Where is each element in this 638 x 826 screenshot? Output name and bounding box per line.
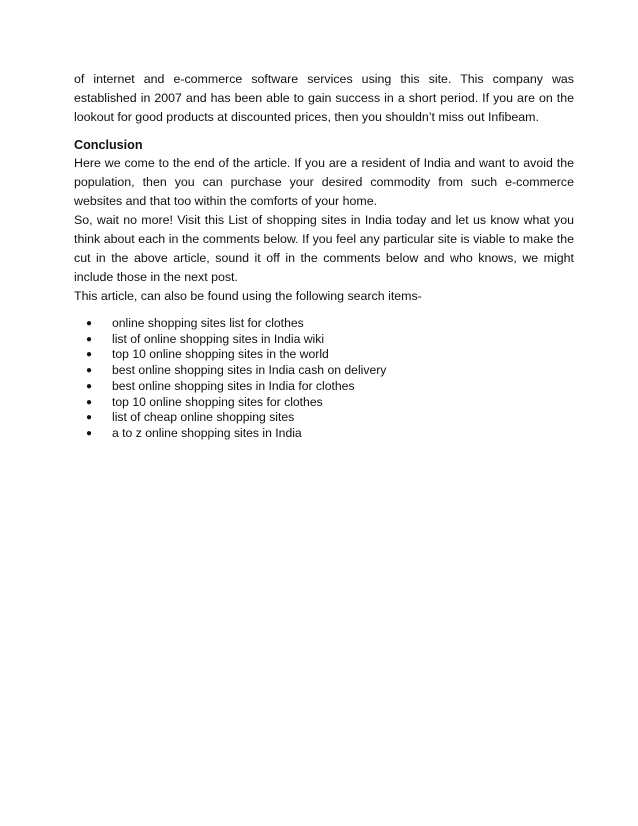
bullet-icon: ● [86,318,93,329]
list-item [74,316,574,332]
list-item [74,379,574,395]
list-item-text: best online shopping sites in India for clothes [112,378,355,393]
list-item [74,363,574,379]
list-item-text: list of cheap online shopping sites [112,410,295,425]
bullet-icon: ● [86,365,93,377]
list-item [74,347,574,363]
list-item-text: list of online shopping sites in India wiki [112,331,325,346]
bullet-icon: ● [86,427,93,439]
list-item [74,410,574,426]
conclusion-paragraph-1: Here we come to the end of the article. If you are a resident of India and want to avoid the population, then you can purchase your desired commodity from such e-commerce websites and that too within the comforts of your home. [74,156,574,208]
bullet-icon: ● [86,349,93,361]
bullet-icon: ● [86,333,93,345]
list-item-text: top 10 online shopping sites for clothes [112,394,323,409]
conclusion-paragraph-3: This article, can also be found using the following search items- [74,289,422,303]
list-item-text: top 10 online shopping sites in the world [112,347,329,362]
conclusion-heading: Conclusion [74,138,143,152]
list-item [74,426,574,442]
bullet-icon: ● [86,380,93,392]
list-item-text: online shopping sites list for clothes [112,316,304,330]
list-item [74,395,574,411]
search-items-list [74,316,574,442]
intro-paragraph: of internet and e-commerce software services using this site. This company was established in 2007 and has been able to gain success in a short period. If you are on the lookout for good products at discounted prices, then you shouldn’t miss out Infibeam. [74,72,574,124]
bullet-icon: ● [86,396,93,408]
list-item-text: a to z online shopping sites in India [112,425,302,440]
list-item-text: best online shopping sites in India cash on delivery [112,363,387,378]
document-page [74,70,574,442]
bullet-icon: ● [86,412,93,424]
list-item [74,332,574,348]
conclusion-paragraph-2: So, wait no more! Visit this List of shopping sites in India today and let us know what you think about each in the comments below. If you feel any particular site is viable to make the cut in the above article, sound it off in the comments below and who knows, we might include those in the next post. [74,213,574,284]
